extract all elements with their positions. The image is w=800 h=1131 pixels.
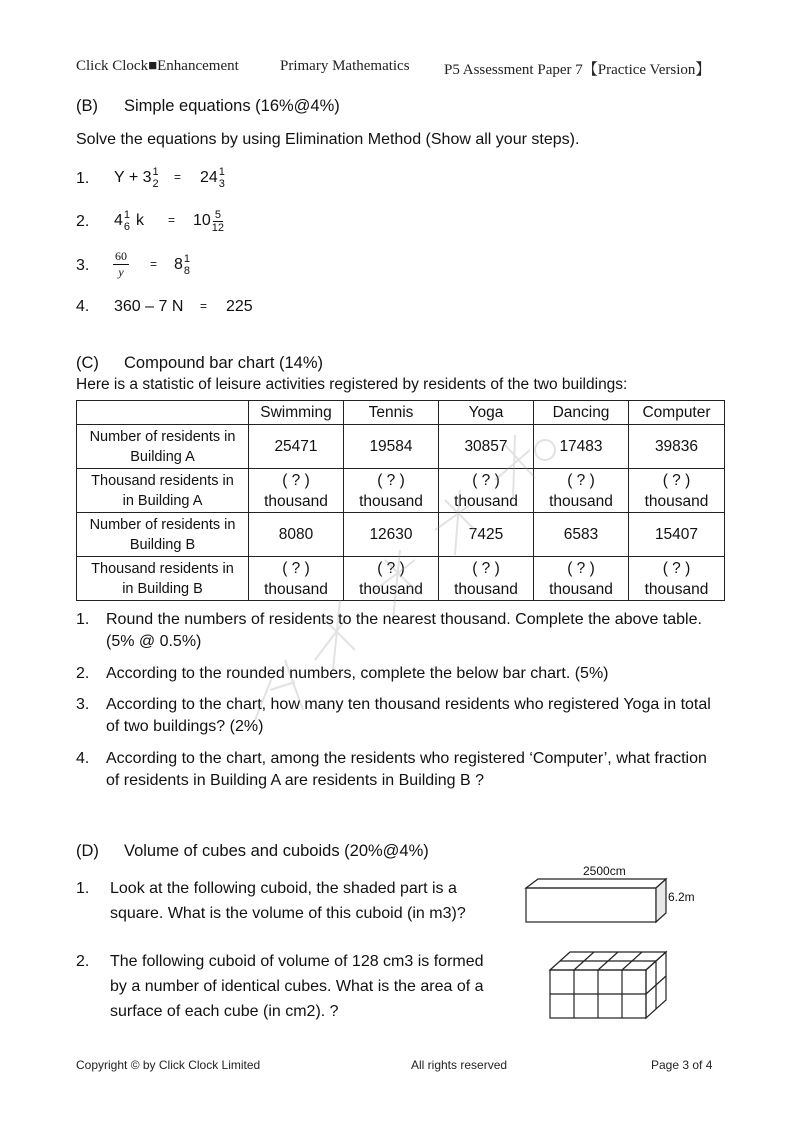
section-b-title: Simple equations (16%@4%): [124, 97, 340, 115]
table-cell: 15407: [629, 513, 725, 557]
b-q2-equation: 4 1 6 k: [114, 209, 145, 233]
table-cell: 19584: [344, 425, 439, 469]
b-q2-number: 2.: [76, 213, 90, 230]
b-q1-equals: =: [174, 170, 182, 184]
c-q4-text: According to the chart, among the residents who registered ‘Computer’, what fraction: [106, 750, 707, 767]
b-q1-equation: Y + 3 1 2: [114, 166, 159, 190]
table-cell: 25471: [249, 425, 344, 469]
cuboid-diagram: [524, 876, 668, 926]
section-d-title: Volume of cubes and cuboids (20%@4%): [124, 842, 429, 860]
b-q3-lhs: $\frac{60}{y}$: [115, 249, 127, 279]
c-q3-text-2: of two buildings? (2%): [106, 718, 264, 735]
table-cell: 39836: [629, 425, 725, 469]
table-cell: 30857: [439, 425, 534, 469]
table-cell: 12630: [344, 513, 439, 557]
header-right: P5 Assessment Paper 7【Practice Version】: [444, 62, 711, 78]
table-cell: 6583: [534, 513, 629, 557]
section-b-label: (B): [76, 97, 98, 115]
table-row: [77, 469, 725, 513]
section-b-instruction: Solve the equations by using Elimination Method (Show all your steps).: [76, 131, 580, 148]
answer-cell[interactable]: ( ? ) thousand: [249, 469, 344, 513]
b-q4-number: 4.: [76, 298, 90, 315]
row-label-thousand-b: Thousand residents in in Building B: [77, 557, 249, 601]
table-row: [77, 425, 725, 469]
answer-cell[interactable]: ( ? ) thousand: [534, 469, 629, 513]
b-q3-number: 3.: [76, 257, 90, 274]
section-c-label: (C): [76, 354, 99, 372]
answer-cell[interactable]: ( ? ) thousand: [439, 557, 534, 601]
c-q3-number: 3.: [76, 696, 90, 713]
d-q2-number: 2.: [76, 953, 90, 970]
answer-cell[interactable]: ( ? ) thousand: [249, 557, 344, 601]
b-q2-equals: =: [168, 213, 176, 227]
table-cell: 7425: [439, 513, 534, 557]
c-q1-text-2: (5% @ 0.5%): [106, 633, 202, 650]
table-header-row: [77, 401, 725, 425]
section-c-intro: Here is a statistic of leisure activities registered by residents of the two buildings:: [76, 376, 628, 393]
row-label-thousand-a: Thousand residents in in Building A: [77, 469, 249, 513]
header-cell: Computer: [629, 401, 725, 425]
table-corner-cell: [77, 401, 249, 425]
cuboid-length-label: 2500cm: [583, 864, 626, 878]
footer-page-number: Page 3 of 4: [651, 1058, 713, 1072]
table-row: [77, 513, 725, 557]
header-cell: Yoga: [439, 401, 534, 425]
b-q3-equals: =: [150, 257, 158, 271]
row-label-building-b: Number of residents in Building B: [77, 513, 249, 557]
footer-rights: All rights reserved: [411, 1058, 508, 1072]
cuboid-height-label: 6.2m: [668, 890, 695, 904]
b-q4-rhs: 225: [226, 298, 253, 315]
answer-cell[interactable]: ( ? ) thousand: [629, 469, 725, 513]
header-cell: Tennis: [344, 401, 439, 425]
c-q2-text: According to the rounded numbers, complete the below bar chart. (5%): [106, 665, 609, 682]
d-q2-text: The following cuboid of volume of 128 cm3 is formed: [110, 953, 484, 970]
d-q1-text: Look at the following cuboid, the shaded part is a: [110, 880, 457, 897]
b-q1-number: 1.: [76, 170, 90, 187]
b-q1-rhs: 24 1 3: [200, 166, 225, 190]
row-label-building-a: Number of residents in Building A: [77, 425, 249, 469]
footer-copyright: Copyright © by Click Clock Limited: [76, 1058, 261, 1072]
section-d-label: (D): [76, 842, 99, 860]
table-cell: 8080: [249, 513, 344, 557]
answer-cell[interactable]: ( ? ) thousand: [439, 469, 534, 513]
d-q2-text-2: by a number of identical cubes. What is the area of a: [110, 978, 484, 995]
d-q1-number: 1.: [76, 880, 90, 897]
answer-cell[interactable]: ( ? ) thousand: [629, 557, 725, 601]
answer-cell[interactable]: ( ? ) thousand: [534, 557, 629, 601]
section-c-title: Compound bar chart (14%): [124, 354, 324, 372]
c-q1-text: Round the numbers of residents to the nearest thousand. Complete the above table.: [106, 611, 702, 628]
b-q4-lhs: 360 – 7 N: [114, 298, 184, 315]
b-q3-rhs: 8 1 8: [174, 253, 191, 277]
answer-cell[interactable]: ( ? ) thousand: [344, 469, 439, 513]
header-middle: Primary Mathematics: [280, 58, 410, 74]
c-q3-text: According to the chart, how many ten thousand residents who registered Yoga in total: [106, 696, 711, 713]
cube-stack-diagram: [548, 948, 672, 1022]
b-q2-rhs: 10 $\frac{5}{12}$: [193, 208, 225, 234]
table-cell: 17483: [534, 425, 629, 469]
c-q4-number: 4.: [76, 750, 90, 767]
answer-cell[interactable]: ( ? ) thousand: [344, 557, 439, 601]
header-left: Click Clock■Enhancement: [76, 58, 239, 74]
header-cell: Dancing: [534, 401, 629, 425]
c-q1-number: 1.: [76, 611, 90, 628]
c-q2-number: 2.: [76, 665, 90, 682]
d-q2-text-3: surface of each cube (in cm2). ?: [110, 1003, 339, 1020]
b-q4-equals: =: [200, 299, 208, 313]
d-q1-text-2: square. What is the volume of this cuboid (in m3)?: [110, 905, 466, 922]
table-row: [77, 557, 725, 601]
residents-table: [76, 400, 725, 601]
header-cell: Swimming: [249, 401, 344, 425]
c-q4-text-2: of residents in Building A are residents in Building B ?: [106, 772, 485, 789]
